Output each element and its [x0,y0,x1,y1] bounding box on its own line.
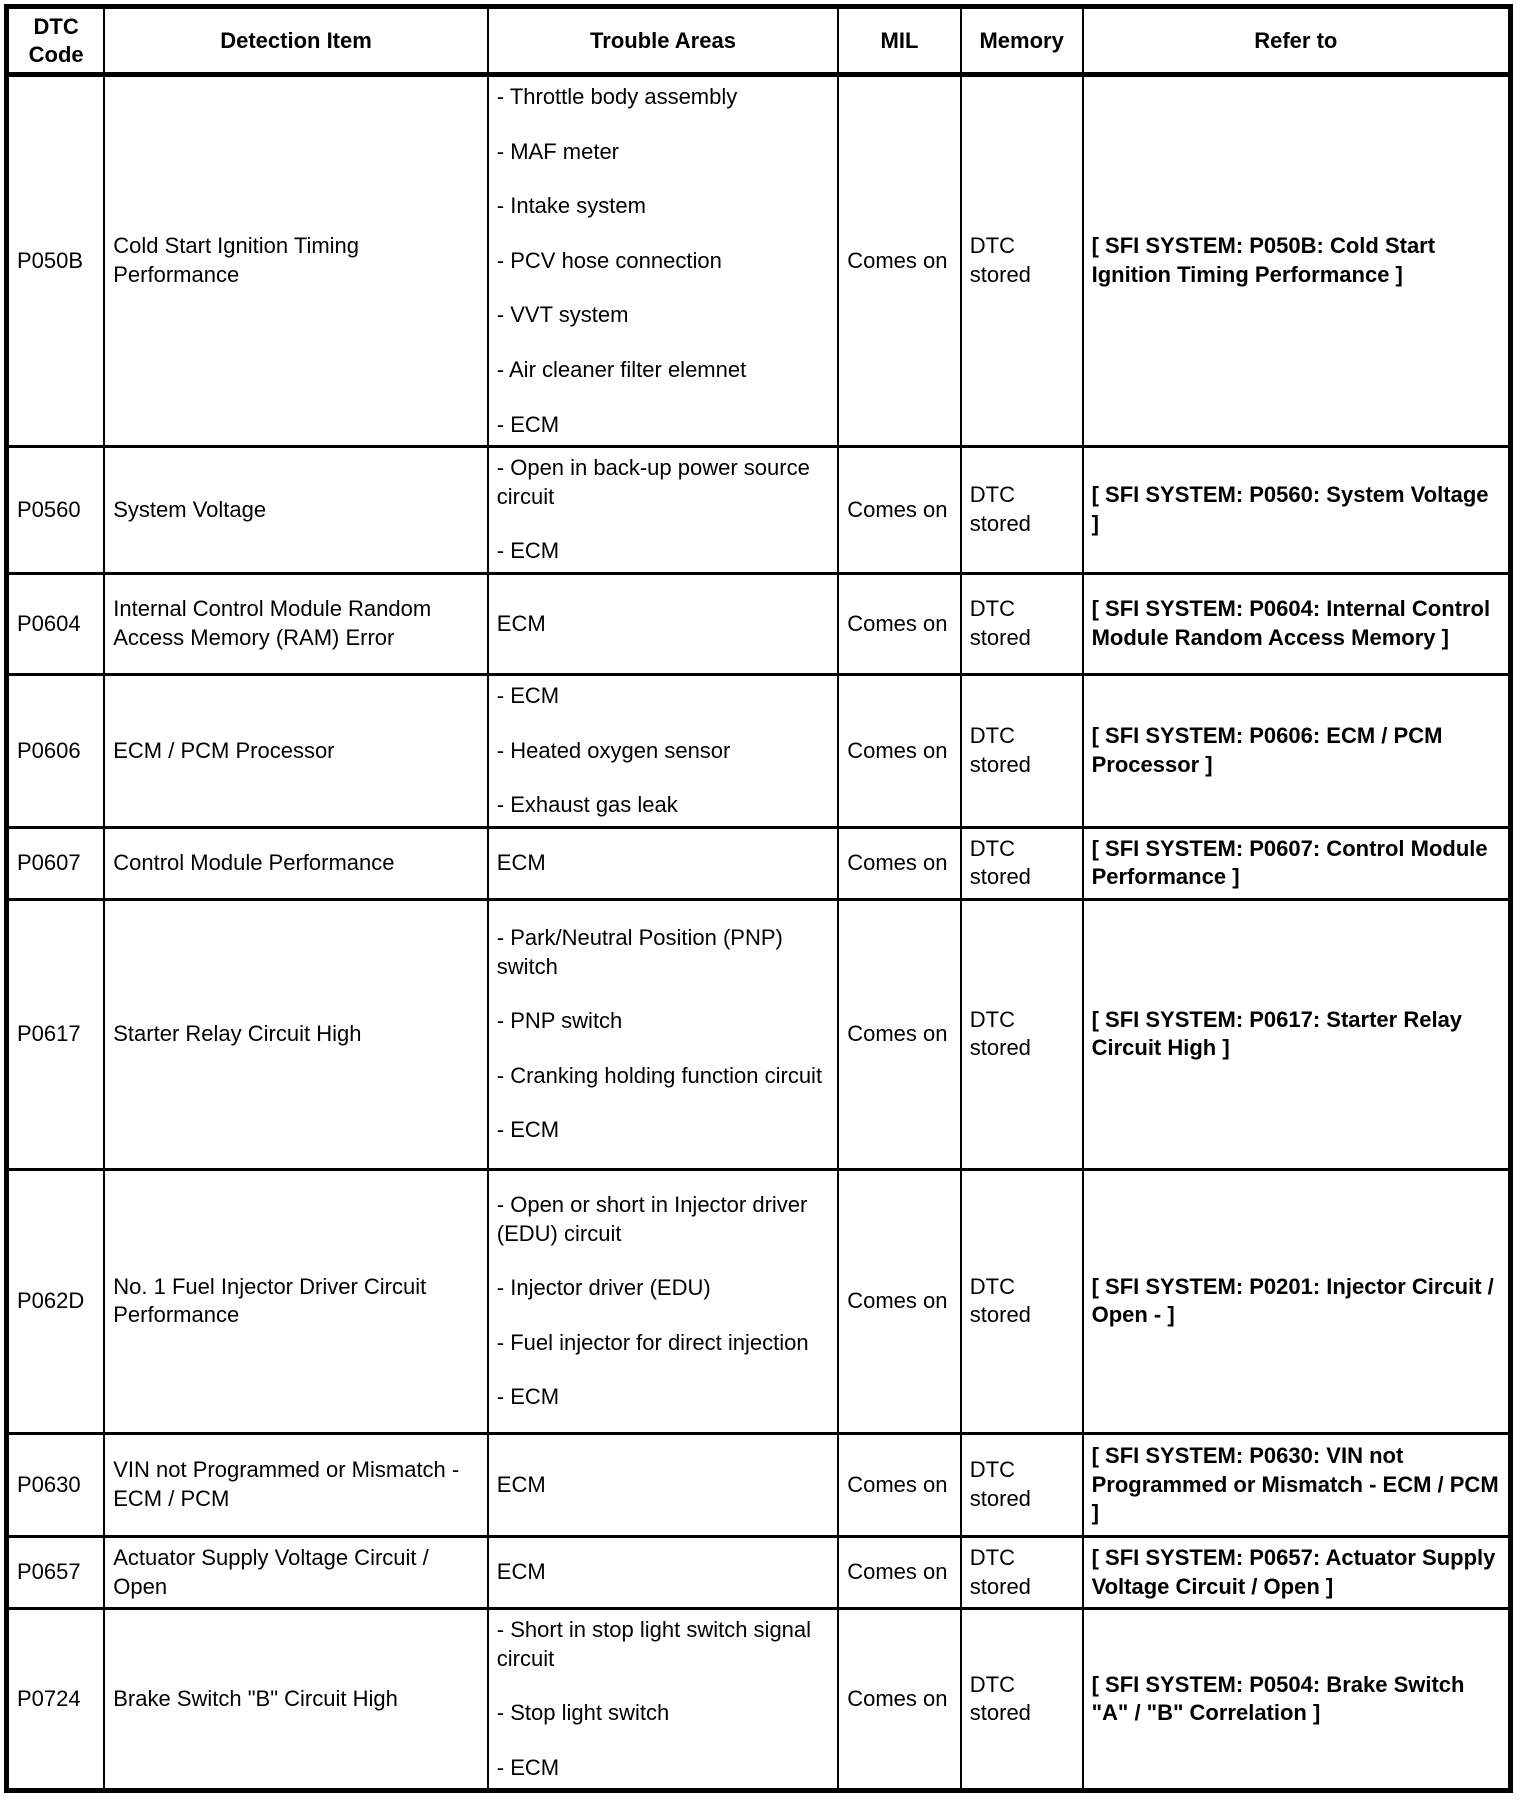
trouble-area-item: ECM [496,1471,546,1497]
detection-item-cell: Internal Control Module Random Access Memory (RAM) Error [104,573,488,674]
refer-to-link[interactable]: [ SFI SYSTEM: P050B: Cold Start Ignition Timing Performance ] [1091,233,1436,288]
trouble-area-item: - Short in stop light switch signal circuit [496,1617,812,1671]
refer-to-link[interactable]: [ SFI SYSTEM: P0630: VIN not Programmed or Mismatch - ECM / PCM ] [1091,1443,1499,1526]
mil-cell: Comes on [838,899,961,1169]
refer-to-link[interactable]: [ SFI SYSTEM: P0504: Brake Switch "A" / "B" Correlation ] [1091,1671,1465,1726]
trouble-area-item: - MAF meter [496,138,620,164]
memory-cell: DTC stored [961,674,1083,827]
trouble-area-item: - ECM [496,682,560,708]
mil-cell: Comes on [838,447,961,574]
detection-item-cell: Starter Relay Circuit High [104,899,488,1169]
column-header-detection-item: Detection Item [104,7,488,75]
refer-to-link[interactable]: [ SFI SYSTEM: P0604: Internal Control Module Random Access Memory ] [1091,596,1491,650]
detection-item-cell: System Voltage [104,447,488,574]
trouble-areas-cell [488,447,838,574]
trouble-area-item: - Air cleaner filter elemnet [496,356,747,382]
trouble-area-item: - Stop light switch [496,1700,670,1726]
dtc-code-cell: P0560 [7,447,105,574]
table-row [7,1433,1511,1536]
dtc-code-cell: P050B [7,75,105,447]
refer-to-cell [1083,1169,1511,1433]
trouble-area-item: - ECM [496,411,560,437]
refer-to-cell [1083,1433,1511,1536]
refer-to-link[interactable]: [ SFI SYSTEM: P0201: Injector Circuit / Open - ] [1091,1273,1494,1328]
table-row [7,573,1511,674]
refer-to-link[interactable]: [ SFI SYSTEM: P0617: Starter Relay Circuit High ] [1091,1006,1463,1061]
table-header [7,7,1511,75]
refer-to-cell [1083,1536,1511,1608]
trouble-area-item: - ECM [496,1754,560,1780]
refer-to-cell [1083,899,1511,1169]
mil-cell: Comes on [838,1169,961,1433]
table-body [7,75,1511,1791]
trouble-area-item: - Fuel injector for direct injection [496,1329,809,1355]
dtc-code-cell: P0604 [7,573,105,674]
trouble-area-item: - ECM [496,1384,560,1410]
memory-cell: DTC stored [961,1536,1083,1608]
column-header-code: DTC Code [7,7,105,75]
dtc-code-cell: P0657 [7,1536,105,1608]
detection-item-cell: Brake Switch "B" Circuit High [104,1609,488,1791]
trouble-area-item: - ECM [496,1117,560,1143]
detection-item-cell: ECM / PCM Processor [104,674,488,827]
trouble-area-item: - Heated oxygen sensor [496,737,731,763]
dtc-table [4,4,1513,1793]
dtc-code-cell: P062D [7,1169,105,1433]
column-header-mil: MIL [838,7,961,75]
header-row [7,7,1511,75]
detection-item-cell: Control Module Performance [104,827,488,899]
memory-cell: DTC stored [961,1169,1083,1433]
refer-to-cell [1083,1609,1511,1791]
table-row [7,1609,1511,1791]
trouble-area-item: ECM [496,1559,546,1585]
dtc-code-cell: P0607 [7,827,105,899]
trouble-area-item: ECM [496,850,546,876]
trouble-area-item: - PNP switch [496,1008,623,1034]
detection-item-cell: No. 1 Fuel Injector Driver Circuit Performance [104,1169,488,1433]
mil-cell: Comes on [838,674,961,827]
table-row [7,1169,1511,1433]
trouble-areas-cell [488,899,838,1169]
column-header-refer-to: Refer to [1083,7,1511,75]
trouble-areas-cell [488,75,838,447]
detection-item-cell: Cold Start Ignition Timing Performance [104,75,488,447]
memory-cell: DTC stored [961,1609,1083,1791]
trouble-area-item: - Cranking holding function circuit [496,1062,823,1088]
detection-item-cell: VIN not Programmed or Mismatch - ECM / PCM [104,1433,488,1536]
trouble-areas-cell [488,1536,838,1608]
refer-to-cell [1083,674,1511,827]
trouble-areas-cell [488,827,838,899]
memory-cell: DTC stored [961,1433,1083,1536]
refer-to-cell [1083,75,1511,447]
trouble-area-item: - Intake system [496,193,646,219]
refer-to-link[interactable]: [ SFI SYSTEM: P0607: Control Module Performance ] [1091,835,1488,890]
mil-cell: Comes on [838,827,961,899]
refer-to-cell [1083,573,1511,674]
mil-cell: Comes on [838,1433,961,1536]
trouble-area-item: - Exhaust gas leak [496,792,678,818]
table-row [7,899,1511,1169]
dtc-code-cell: P0617 [7,899,105,1169]
trouble-area-item: ECM [496,610,546,636]
mil-cell: Comes on [838,1609,961,1791]
table-row [7,674,1511,827]
trouble-area-item: - Throttle body assembly [496,84,738,109]
mil-cell: Comes on [838,1536,961,1608]
table-row [7,447,1511,574]
table-row [7,75,1511,447]
memory-cell: DTC stored [961,827,1083,899]
refer-to-cell [1083,827,1511,899]
mil-cell: Comes on [838,75,961,447]
trouble-area-item: - Injector driver (EDU) [496,1275,711,1301]
trouble-area-item: - ECM [496,538,560,564]
detection-item-cell: Actuator Supply Voltage Circuit / Open [104,1536,488,1608]
table-row [7,1536,1511,1608]
column-header-trouble-areas: Trouble Areas [488,7,838,75]
trouble-areas-cell [488,1609,838,1791]
memory-cell: DTC stored [961,573,1083,674]
dtc-code-cell: P0606 [7,674,105,827]
trouble-area-item: - Open or short in Injector driver (EDU) circuit [496,1191,808,1246]
trouble-area-item: - Park/Neutral Position (PNP) switch [496,924,783,979]
trouble-area-item: - VVT system [496,302,629,328]
table-row [7,827,1511,899]
refer-to-cell [1083,447,1511,574]
dtc-code-cell: P0724 [7,1609,105,1791]
mil-cell: Comes on [838,573,961,674]
trouble-areas-cell [488,1433,838,1536]
column-header-memory: Memory [961,7,1083,75]
dtc-code-cell: P0630 [7,1433,105,1536]
trouble-areas-cell [488,573,838,674]
trouble-area-item: - Open in back-up power source circuit [496,455,810,509]
memory-cell: DTC stored [961,75,1083,447]
memory-cell: DTC stored [961,447,1083,574]
trouble-area-item: - PCV hose connection [496,247,722,273]
trouble-areas-cell [488,674,838,827]
refer-to-link[interactable]: [ SFI SYSTEM: P0606: ECM / PCM Processor ] [1091,723,1443,777]
memory-cell: DTC stored [961,899,1083,1169]
trouble-areas-cell [488,1169,838,1433]
refer-to-link[interactable]: [ SFI SYSTEM: P0560: System Voltage ] [1091,482,1489,537]
refer-to-link[interactable]: [ SFI SYSTEM: P0657: Actuator Supply Voltage Circuit / Open ] [1091,1544,1496,1599]
